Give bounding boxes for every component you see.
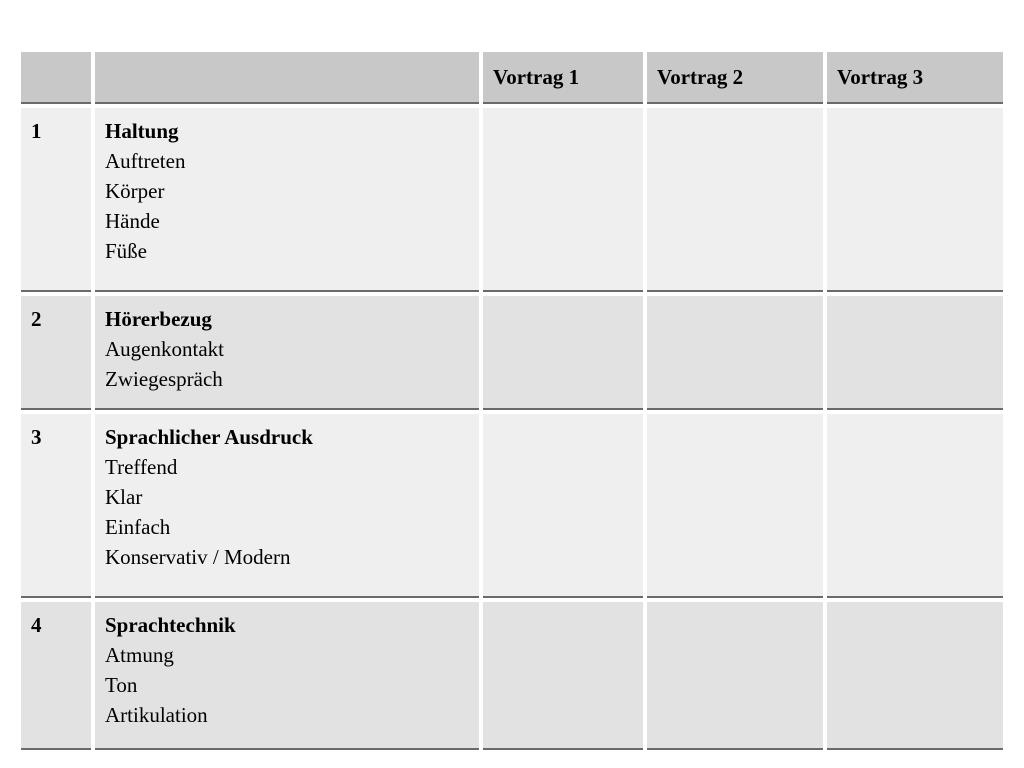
row-3-item: Treffend [105, 455, 178, 479]
row-2-talk-1-cell[interactable] [483, 296, 643, 410]
header-talk-3: Vortrag 3 [827, 52, 1003, 104]
row-4-criteria [95, 602, 479, 750]
row-3-talk-3-cell[interactable] [827, 414, 1003, 598]
row-4-title: Sprachtechnik [105, 613, 236, 637]
row-1-criteria [95, 108, 479, 292]
row-3-item: Klar [105, 485, 143, 509]
row-2-title: Hörerbezug [105, 307, 212, 331]
row-4-item: Atmung [105, 643, 174, 667]
row-2-talk-2-cell[interactable] [647, 296, 823, 410]
evaluation-table [21, 52, 999, 750]
header-criteria-cell [95, 52, 479, 104]
row-3-talk-1-cell[interactable] [483, 414, 643, 598]
row-4-talk-1-cell[interactable] [483, 602, 643, 750]
row-1-title: Haltung [105, 119, 179, 143]
row-1-talk-2-cell[interactable] [647, 108, 823, 292]
header-talk-2: Vortrag 2 [647, 52, 823, 104]
row-1-item: Hände [105, 209, 160, 233]
row-1-item: Körper [105, 179, 165, 203]
header-talk-1: Vortrag 1 [483, 52, 643, 104]
row-1-number: 1 [21, 108, 91, 292]
row-4-item: Artikulation [105, 703, 208, 727]
row-1-item: Füße [105, 239, 147, 263]
row-1-talk-3-cell[interactable] [827, 108, 1003, 292]
row-4-talk-2-cell[interactable] [647, 602, 823, 750]
row-1-talk-1-cell[interactable] [483, 108, 643, 292]
row-3-talk-2-cell[interactable] [647, 414, 823, 598]
row-3-item: Konservativ / Modern [105, 545, 291, 569]
row-4-number: 4 [21, 602, 91, 750]
row-2-number: 2 [21, 296, 91, 410]
row-4-talk-3-cell[interactable] [827, 602, 1003, 750]
row-2-item: Augenkontakt [105, 337, 224, 361]
row-2-item: Zwiegespräch [105, 367, 223, 391]
row-3-title: Sprachlicher Ausdruck [105, 425, 313, 449]
row-4-item: Ton [105, 673, 138, 697]
row-3-number: 3 [21, 414, 91, 598]
header-number-cell [21, 52, 91, 104]
row-3-criteria [95, 414, 479, 598]
row-2-criteria [95, 296, 479, 410]
row-2-talk-3-cell[interactable] [827, 296, 1003, 410]
row-1-item: Auftreten [105, 149, 186, 173]
row-3-item: Einfach [105, 515, 171, 539]
